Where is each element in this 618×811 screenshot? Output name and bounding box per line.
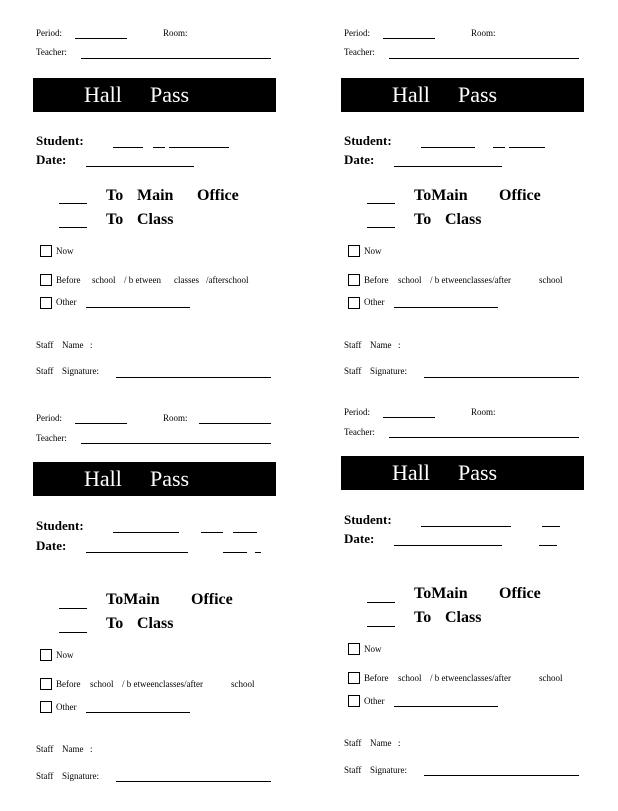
now-label: Now bbox=[56, 246, 74, 256]
banner-pass: Pass bbox=[150, 466, 190, 491]
office-word: Office bbox=[499, 585, 541, 602]
student-label: Student: bbox=[344, 512, 392, 527]
main-word: Main bbox=[137, 187, 174, 204]
teacher-field[interactable] bbox=[389, 58, 579, 59]
date-label: Date: bbox=[344, 152, 375, 167]
other-checkbox[interactable] bbox=[40, 297, 52, 309]
date-field[interactable] bbox=[394, 166, 502, 167]
student-field-2[interactable] bbox=[542, 526, 560, 527]
staff-label: Staff bbox=[36, 340, 54, 350]
student-label: Student: bbox=[36, 133, 84, 148]
banner-pass: Pass bbox=[150, 82, 190, 107]
main-office-check-line[interactable] bbox=[367, 203, 395, 204]
now-label: Now bbox=[364, 644, 382, 654]
date-field[interactable] bbox=[86, 552, 188, 553]
tomain-word: ToMain bbox=[414, 187, 468, 204]
staff-label: Staff bbox=[344, 738, 362, 748]
school-word: school bbox=[398, 673, 422, 683]
now-checkbox[interactable] bbox=[40, 245, 52, 257]
other-label: Other bbox=[56, 297, 77, 307]
to-word: To bbox=[106, 187, 124, 204]
signature-label: Signature: bbox=[370, 366, 407, 376]
period-label: Period: bbox=[36, 413, 62, 423]
student-label: Student: bbox=[344, 133, 392, 148]
signature-field[interactable] bbox=[424, 775, 579, 776]
student-field-3[interactable] bbox=[169, 147, 229, 148]
class-check-line[interactable] bbox=[367, 626, 395, 627]
teacher-label: Teacher: bbox=[36, 47, 67, 57]
now-checkbox[interactable] bbox=[348, 245, 360, 257]
period-field[interactable] bbox=[75, 38, 127, 39]
signature-label: Signature: bbox=[62, 366, 99, 376]
office-word: Office bbox=[191, 591, 233, 608]
before-checkbox[interactable] bbox=[348, 274, 360, 286]
to-word: To bbox=[106, 615, 124, 632]
before-label: Before bbox=[364, 673, 389, 683]
class-check-line[interactable] bbox=[59, 632, 87, 633]
before-label: Before bbox=[56, 679, 81, 689]
class-word: Class bbox=[445, 211, 482, 228]
teacher-label: Teacher: bbox=[344, 47, 375, 57]
to-word: To bbox=[414, 609, 432, 626]
period-field[interactable] bbox=[383, 417, 435, 418]
staff-label: Staff bbox=[344, 340, 362, 350]
name-colon: : bbox=[398, 738, 401, 748]
banner-pass: Pass bbox=[458, 82, 498, 107]
student-field-2[interactable] bbox=[153, 147, 165, 148]
afterschool-word: /afterschool bbox=[206, 275, 249, 285]
other-label: Other bbox=[364, 696, 385, 706]
student-field-3[interactable] bbox=[509, 147, 545, 148]
other-checkbox[interactable] bbox=[40, 701, 52, 713]
staff-label: Staff bbox=[344, 366, 362, 376]
tomain-word: ToMain bbox=[414, 585, 468, 602]
student-field-1[interactable] bbox=[113, 532, 179, 533]
room-label: Room: bbox=[471, 407, 496, 417]
school-word: school bbox=[90, 679, 114, 689]
now-checkbox[interactable] bbox=[40, 649, 52, 661]
now-label: Now bbox=[364, 246, 382, 256]
student-field-3[interactable] bbox=[233, 532, 257, 533]
hall-pass-banner bbox=[341, 78, 584, 112]
period-label: Period: bbox=[344, 407, 370, 417]
between-after-word: / b etweenclasses/after bbox=[122, 679, 203, 689]
other-checkbox[interactable] bbox=[348, 695, 360, 707]
now-label: Now bbox=[56, 650, 74, 660]
main-office-check-line[interactable] bbox=[367, 602, 395, 603]
date-label: Date: bbox=[36, 152, 67, 167]
teacher-label: Teacher: bbox=[344, 427, 375, 437]
office-word: Office bbox=[499, 187, 541, 204]
staff-label: Staff bbox=[344, 765, 362, 775]
before-checkbox[interactable] bbox=[40, 678, 52, 690]
before-label: Before bbox=[56, 275, 81, 285]
signature-field[interactable] bbox=[116, 781, 271, 782]
room-label: Room: bbox=[163, 28, 188, 38]
date-field-2[interactable] bbox=[539, 545, 557, 546]
to-word: To bbox=[414, 211, 432, 228]
to-word: To bbox=[106, 211, 124, 228]
hall-pass-top-right bbox=[341, 26, 591, 426]
class-word: Class bbox=[445, 609, 482, 626]
other-label: Other bbox=[364, 297, 385, 307]
date-label: Date: bbox=[344, 531, 375, 546]
date-field[interactable] bbox=[394, 545, 502, 546]
room-label: Room: bbox=[471, 28, 496, 38]
teacher-field[interactable] bbox=[389, 437, 579, 438]
class-check-line[interactable] bbox=[59, 227, 87, 228]
period-label: Period: bbox=[36, 28, 62, 38]
banner-hall: Hall bbox=[392, 82, 430, 107]
class-word: Class bbox=[137, 615, 174, 632]
school-word: school bbox=[539, 673, 563, 683]
class-word: Class bbox=[137, 211, 174, 228]
student-field-2[interactable] bbox=[493, 147, 505, 148]
period-field[interactable] bbox=[383, 38, 435, 39]
office-word: Office bbox=[197, 187, 239, 204]
student-field-1[interactable] bbox=[421, 526, 511, 527]
tomain-word: ToMain bbox=[106, 591, 160, 608]
other-label: Other bbox=[56, 702, 77, 712]
other-field[interactable] bbox=[394, 706, 498, 707]
hall-pass-banner bbox=[33, 78, 276, 112]
period-label: Period: bbox=[344, 28, 370, 38]
other-field[interactable] bbox=[394, 307, 498, 308]
student-label: Student: bbox=[36, 518, 84, 533]
other-field[interactable] bbox=[86, 307, 190, 308]
other-checkbox[interactable] bbox=[348, 297, 360, 309]
main-office-check-line[interactable] bbox=[59, 608, 87, 609]
name-colon: : bbox=[90, 744, 93, 754]
before-label: Before bbox=[364, 275, 389, 285]
hall-pass-banner bbox=[341, 456, 584, 490]
teacher-field[interactable] bbox=[81, 58, 271, 59]
banner-pass: Pass bbox=[458, 460, 498, 485]
hall-pass-banner bbox=[33, 462, 276, 496]
student-field-1[interactable] bbox=[113, 147, 143, 148]
school-word: school bbox=[398, 275, 422, 285]
other-field[interactable] bbox=[86, 712, 190, 713]
classes-word: classes bbox=[174, 275, 199, 285]
staff-label: Staff bbox=[36, 366, 54, 376]
name-label: Name bbox=[62, 340, 84, 350]
signature-field[interactable] bbox=[116, 377, 271, 378]
hall-pass-bottom-right bbox=[341, 405, 591, 805]
period-field[interactable] bbox=[75, 423, 127, 424]
room-field[interactable] bbox=[199, 423, 271, 424]
name-label: Name bbox=[370, 340, 392, 350]
student-field-1[interactable] bbox=[421, 147, 475, 148]
teacher-label: Teacher: bbox=[36, 433, 67, 443]
main-office-check-line[interactable] bbox=[59, 203, 87, 204]
before-checkbox[interactable] bbox=[40, 274, 52, 286]
student-field-2[interactable] bbox=[201, 532, 223, 533]
now-checkbox[interactable] bbox=[348, 643, 360, 655]
between-after-word: / b etweenclasses/after bbox=[430, 673, 511, 683]
name-label: Name bbox=[370, 738, 392, 748]
name-label: Name bbox=[62, 744, 84, 754]
name-colon: : bbox=[90, 340, 93, 350]
between-after-word: / b etweenclasses/after bbox=[430, 275, 511, 285]
teacher-field[interactable] bbox=[81, 443, 271, 444]
before-checkbox[interactable] bbox=[348, 672, 360, 684]
school-word: school bbox=[92, 275, 116, 285]
date-label: Date: bbox=[36, 538, 67, 553]
signature-label: Signature: bbox=[62, 771, 99, 781]
school-word: school bbox=[231, 679, 255, 689]
room-label: Room: bbox=[163, 413, 188, 423]
hall-pass-top-left bbox=[33, 26, 283, 426]
date-field-3[interactable] bbox=[255, 552, 261, 553]
signature-field[interactable] bbox=[424, 377, 579, 378]
hall-pass-bottom-left bbox=[33, 411, 283, 811]
name-colon: : bbox=[398, 340, 401, 350]
staff-label: Staff bbox=[36, 744, 54, 754]
school-word: school bbox=[539, 275, 563, 285]
banner-hall: Hall bbox=[392, 460, 430, 485]
class-check-line[interactable] bbox=[367, 227, 395, 228]
staff-label: Staff bbox=[36, 771, 54, 781]
date-field-2[interactable] bbox=[223, 552, 247, 553]
banner-hall: Hall bbox=[84, 82, 122, 107]
signature-label: Signature: bbox=[370, 765, 407, 775]
between-word: / b etween bbox=[124, 275, 161, 285]
banner-hall: Hall bbox=[84, 466, 122, 491]
date-field[interactable] bbox=[86, 166, 194, 167]
